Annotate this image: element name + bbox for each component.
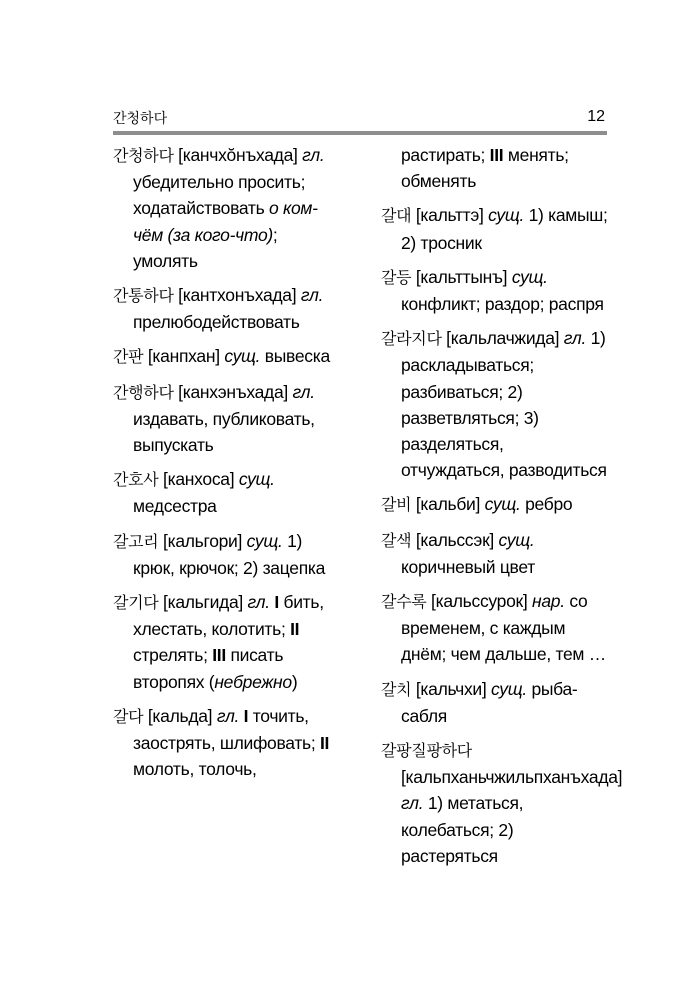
headword: 갈고리	[113, 531, 159, 551]
grammar-label: сущ.	[238, 469, 275, 490]
headword: 갈기다	[113, 593, 159, 613]
headword: 갈수록	[381, 592, 427, 612]
grammar-label: сущ.	[491, 678, 527, 699]
sense-number: III	[212, 645, 226, 666]
entry-text: [кальгида]	[158, 592, 248, 613]
grammar-label: небрежно	[214, 671, 292, 692]
entry-text: ребро	[520, 494, 573, 515]
dictionary-entry	[381, 264, 611, 317]
entry-text: [кальлачжида]	[441, 328, 564, 349]
sense-number: II	[320, 733, 330, 754]
entry-text: вывеска	[260, 346, 330, 367]
entry-text: 1) метаться, колебаться; 2) растеряться	[401, 793, 524, 866]
grammar-label: гл.	[401, 793, 424, 814]
entry-text: [кальттэ]	[411, 205, 489, 226]
grammar-label: гл.	[300, 285, 324, 306]
right-column	[381, 142, 623, 877]
entry-text: прелюбодействовать	[133, 312, 300, 333]
dictionary-entry	[113, 379, 345, 459]
entry-text: [канхэнъхада]	[173, 381, 293, 402]
grammar-label: о ком-чём (за кого-что)	[133, 198, 318, 245]
running-headword: 간청하다	[113, 111, 168, 127]
dictionary-entry	[113, 142, 345, 274]
dictionary-entry	[113, 589, 345, 695]
grammar-label: нар.	[532, 591, 565, 612]
entry-text: [кальгори]	[158, 530, 247, 551]
headword: 갈라지다	[381, 329, 442, 349]
entry-text: стрелять;	[133, 645, 213, 666]
dictionary-entry	[381, 676, 611, 729]
dictionary-entry	[113, 703, 345, 783]
entry-text: [кальттынъ]	[411, 266, 512, 287]
entry-text: )	[291, 671, 298, 692]
headword: 갈다	[113, 706, 144, 726]
grammar-label: сущ.	[511, 266, 548, 287]
entry-text: [канхоса]	[158, 469, 239, 490]
entry-text: конфликт; раздор; распря	[401, 294, 604, 315]
sense-number: I	[243, 705, 249, 726]
entry-text: [кальпханьчжильпханъхада]	[401, 767, 623, 788]
entry-text: коричневый цвет	[401, 556, 535, 577]
sense-number: I	[274, 592, 279, 613]
entry-text: [кальссэк]	[411, 529, 499, 550]
headword: 간판	[113, 347, 144, 367]
entry-text: растирать;	[401, 145, 490, 165]
entry-text: со временем, с каждым днём; чем дальше, тем …	[401, 591, 606, 665]
grammar-label: сущ.	[246, 530, 283, 551]
grammar-label: гл.	[292, 381, 315, 402]
entry-text: 1) крюк, крючок; 2) зацепка	[133, 530, 326, 578]
page-number: 12	[587, 108, 605, 125]
dictionary-entry	[113, 466, 345, 519]
dictionary-entry	[381, 737, 623, 869]
headword: 간청하다	[113, 146, 174, 165]
dictionary-entry	[113, 343, 345, 370]
grammar-label: сущ.	[498, 529, 535, 550]
entry-text: рыба-сабля	[401, 678, 578, 726]
headword: 간통하다	[113, 286, 174, 306]
grammar-label: сущ.	[224, 346, 261, 367]
grammar-label: сущ.	[488, 205, 525, 226]
dictionary-entry	[381, 202, 611, 255]
headword: 간호사	[113, 470, 159, 490]
grammar-label: сущ.	[484, 494, 521, 515]
sense-number: II	[290, 619, 300, 640]
dictionary-entry	[381, 142, 611, 194]
headword: 간행하다	[113, 382, 174, 402]
grammar-label: гл.	[302, 145, 325, 165]
entry-text: [кальссурок]	[426, 591, 532, 612]
dictionary-entry	[381, 491, 611, 518]
dictionary-entry	[381, 527, 611, 580]
headword: 갈팡질팡하다	[381, 741, 472, 761]
entry-text: бить, хлестать, колотить;	[133, 592, 324, 640]
entry-text: писать второпях (	[133, 645, 284, 692]
left-column	[113, 142, 345, 790]
entry-text: менять; обменять	[401, 145, 569, 192]
entry-text: [канпхан]	[143, 346, 225, 367]
entry-text: убедительно просить; ходатайствовать	[133, 172, 306, 219]
grammar-label: гл.	[563, 328, 587, 349]
entry-text: молоть, толочь,	[133, 759, 257, 780]
entry-text: [кальчхи]	[411, 678, 492, 699]
headword: 갈색	[381, 530, 412, 550]
grammar-label: гл.	[216, 705, 240, 726]
dictionary-entry	[113, 282, 345, 335]
entry-text: 1) раскладываться; разбиваться; 2) разветвляться; 3) разделяться, отчуждаться, разводиться	[401, 328, 607, 481]
entry-text: медсестра	[133, 496, 217, 517]
entry-text: [кальби]	[411, 494, 485, 515]
entry-text: 1) камыш; 2) тросник	[401, 205, 608, 253]
entry-text: точить, заострять, шлифовать;	[133, 705, 320, 754]
dictionary-entry	[381, 325, 611, 483]
entry-text: [кантхонъхада]	[173, 285, 301, 306]
headword: 갈등	[381, 267, 412, 287]
headword: 갈대	[381, 206, 412, 226]
headword: 갈비	[381, 495, 412, 515]
sense-number: III	[489, 145, 504, 165]
dictionary-entry	[113, 528, 345, 581]
grammar-label: гл.	[247, 592, 270, 613]
headword: 갈치	[381, 679, 412, 699]
dictionary-entry	[381, 588, 611, 668]
header-rule	[113, 131, 607, 135]
entry-text: издавать, публиковать, выпускать	[133, 408, 315, 456]
entry-text: ; умолять	[133, 224, 278, 271]
entry-text: [канчхŏнъхада]	[173, 145, 303, 165]
running-header	[113, 108, 605, 130]
entry-text: [кальда]	[143, 705, 217, 726]
